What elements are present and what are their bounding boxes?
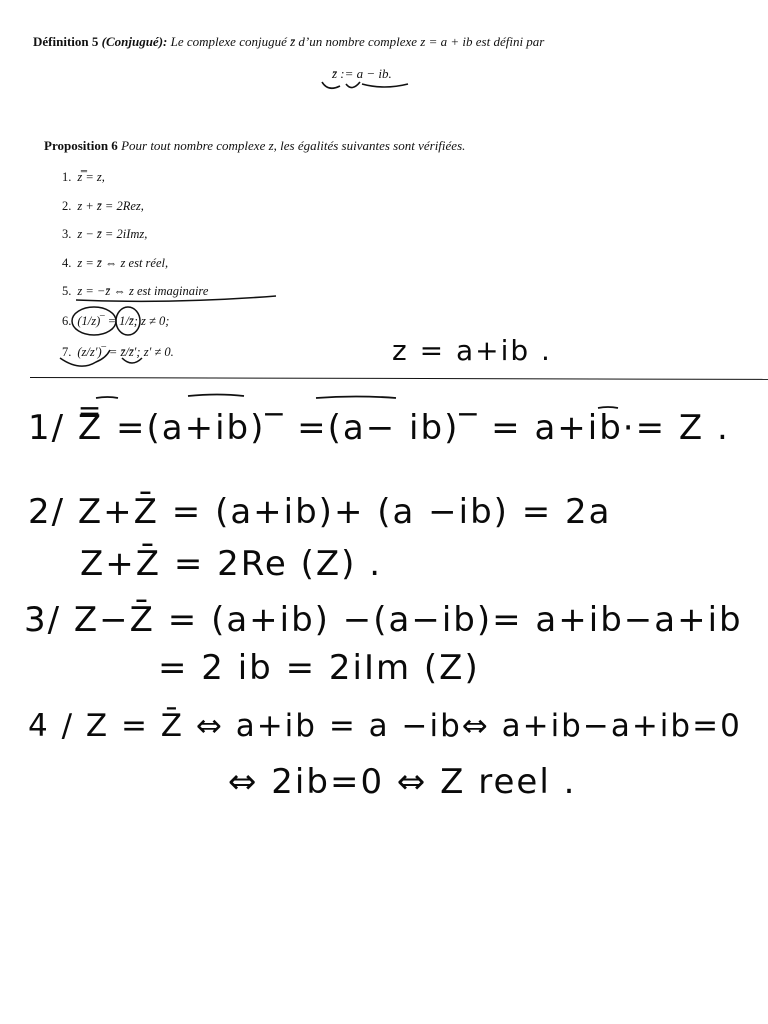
handwritten-line-3a: 3/ Z−Z̄ = (a+ib) −(a−ib)= a+ib−a+ib [24,600,743,640]
handwritten-line-4b: ⇔ 2ib=0 ⇔ Z reel . [228,762,577,802]
divider-line [30,377,768,380]
handwritten-line-3b: = 2 ib = 2iIm (Z) [158,648,480,688]
definition-text: Le complexe conjugué z̄ d’un nombre complexe z = a + ib est défini par [170,34,545,49]
prop-item-3: 3. z − z̄ = 2iImz, [62,227,148,241]
definition-name: (Conjugué): [101,34,168,49]
prop-item-7: 7. (z/z′)‾ = z̄/z̄′; z′ ≠ 0. [62,345,174,359]
prop-item-6: 6. (1/z)‾ = 1/z̄; z ≠ 0; [62,314,170,328]
handwritten-line-2b: Z+Z̄ = 2Re (Z) . [80,544,383,584]
prop-item-2: 2. z + z̄ = 2Rez, [62,199,144,213]
handwritten-line-1: 1/ Z̿ =(a+ib)‾ =(a− ib)‾ = a+ib·= Z . [28,408,730,448]
definition [33,34,753,50]
handwritten-z-def: z = a+ib . [392,334,552,367]
definition-formula: z̄ := a − ib. [332,66,392,81]
proposition-text: Pour tout nombre complexe z, les égalités suivantes sont vérifiées. [121,138,466,153]
prop-item-1: 1. z̿ = z, [62,170,105,184]
proposition-label: Proposition 6 [44,138,118,153]
proposition [44,138,754,154]
handwritten-line-4a: 4 / Z = Z̄ ⇔ a+ib = a −ib⇔ a+ib−a+ib=0 [28,708,742,744]
definition-label: Définition 5 [33,34,99,49]
prop-item-4: 4. z = z̄ ⇔ z est réel, [62,256,169,270]
prop-item-5: 5. z = −z̄ ⇔ z est imaginaire [62,284,209,298]
handwritten-line-2a: 2/ Z+Z̄ = (a+ib)+ (a −ib) = 2a [28,492,612,532]
